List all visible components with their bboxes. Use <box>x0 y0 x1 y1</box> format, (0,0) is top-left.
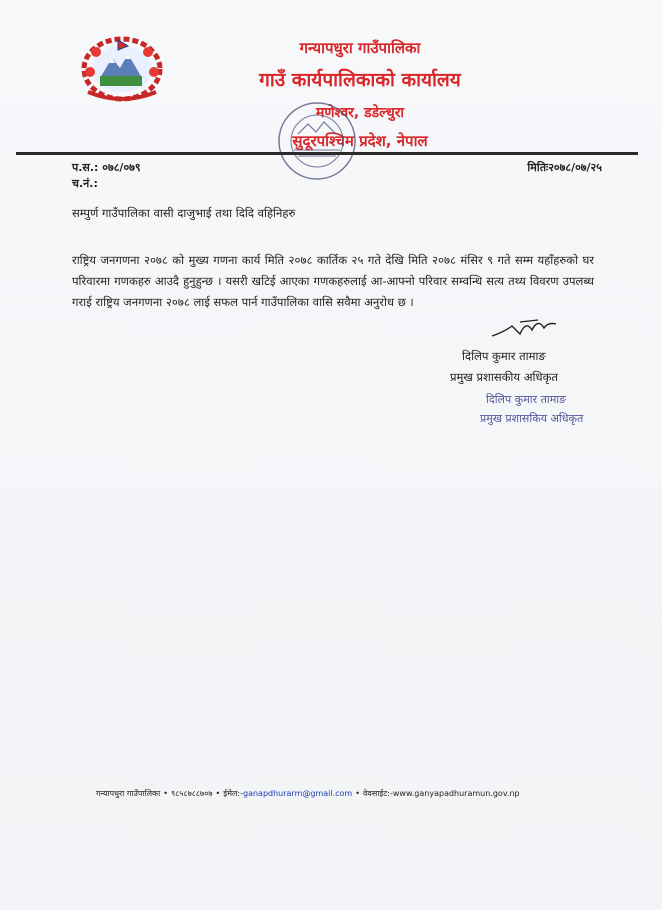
footer-email[interactable]: ganapdhurarm@gmail.com <box>242 789 353 798</box>
signatory-name: दिलिप कुमार तामाङ <box>462 349 546 363</box>
office-seal-stamp <box>258 98 376 184</box>
letter-body: राष्ट्रिय जनगणना २०७८ को मुख्य गणना कार्य मिति २०७८ कार्तिक २५ गते देखि मिति २०७८ मंसिर ९ गते सम्म यहाँहरुको घर परिवारमा गणकहरु आउदै हुनुहुन्छ । यसरी खटिई आएका गणकहरुलाई आ-आफ्नो परिवार सम्वन्धि सत्य तथ्य विवरण उपलब्ध गराई राष्ट्रिय जनगणना २०७८ लाई सफल पार्न गाउँपालिका वासि सवैमा अनुरोध छ । <box>72 253 594 309</box>
header-divider <box>16 152 638 155</box>
letter-footer: गन्यापधुरा गाउँपालिका • ९८५८७८८७०७ • ईमेल:-ganapdhurarm@gmail.com • वेवसाईट:-www.ganyapadhuramun.gov.np <box>96 789 520 798</box>
province-country: सुदूरपश्चिम प्रदेश, नेपाल <box>292 132 428 150</box>
stamp-signatory-title: प्रमुख प्रशासकिय अधिकृत <box>480 412 584 425</box>
footer-email-label: ईमेल:- <box>223 789 243 798</box>
letter-date: मितिः२०७८/०७/२५ <box>527 161 602 174</box>
footer-org: गन्यापधुरा गाउँपालिका <box>96 789 161 798</box>
footer-website-label: वेवसाईट:- <box>362 789 393 798</box>
signatory-title: प्रमुख प्रशासकीय अधिकृत <box>450 370 558 384</box>
stamp-signatory-name: दिलिप कुमार तामाङ <box>486 393 567 406</box>
chalani-number: च.नं.: <box>72 177 98 190</box>
handwritten-signature <box>490 308 560 342</box>
office-location: मणेश्वर, डडेल्धुरा <box>315 105 405 121</box>
reference-number: प.स.: ०७८/०७९ <box>72 161 141 174</box>
office-name: गाउँ कार्यपालिकाको कार्यालय <box>259 69 461 91</box>
municipality-name: गन्यापधुरा गाउँपालिका <box>299 39 421 57</box>
letter-salutation: सम्पुर्ण गाउँपालिका वासी दाजुभाई तथा दिदि वहिनिहरु <box>72 206 296 220</box>
nepal-emblem-icon <box>76 32 168 106</box>
footer-website[interactable]: www.ganyapadhuramun.gov.np <box>392 789 520 798</box>
footer-phone: ९८५८७८८७०७ <box>170 789 213 798</box>
